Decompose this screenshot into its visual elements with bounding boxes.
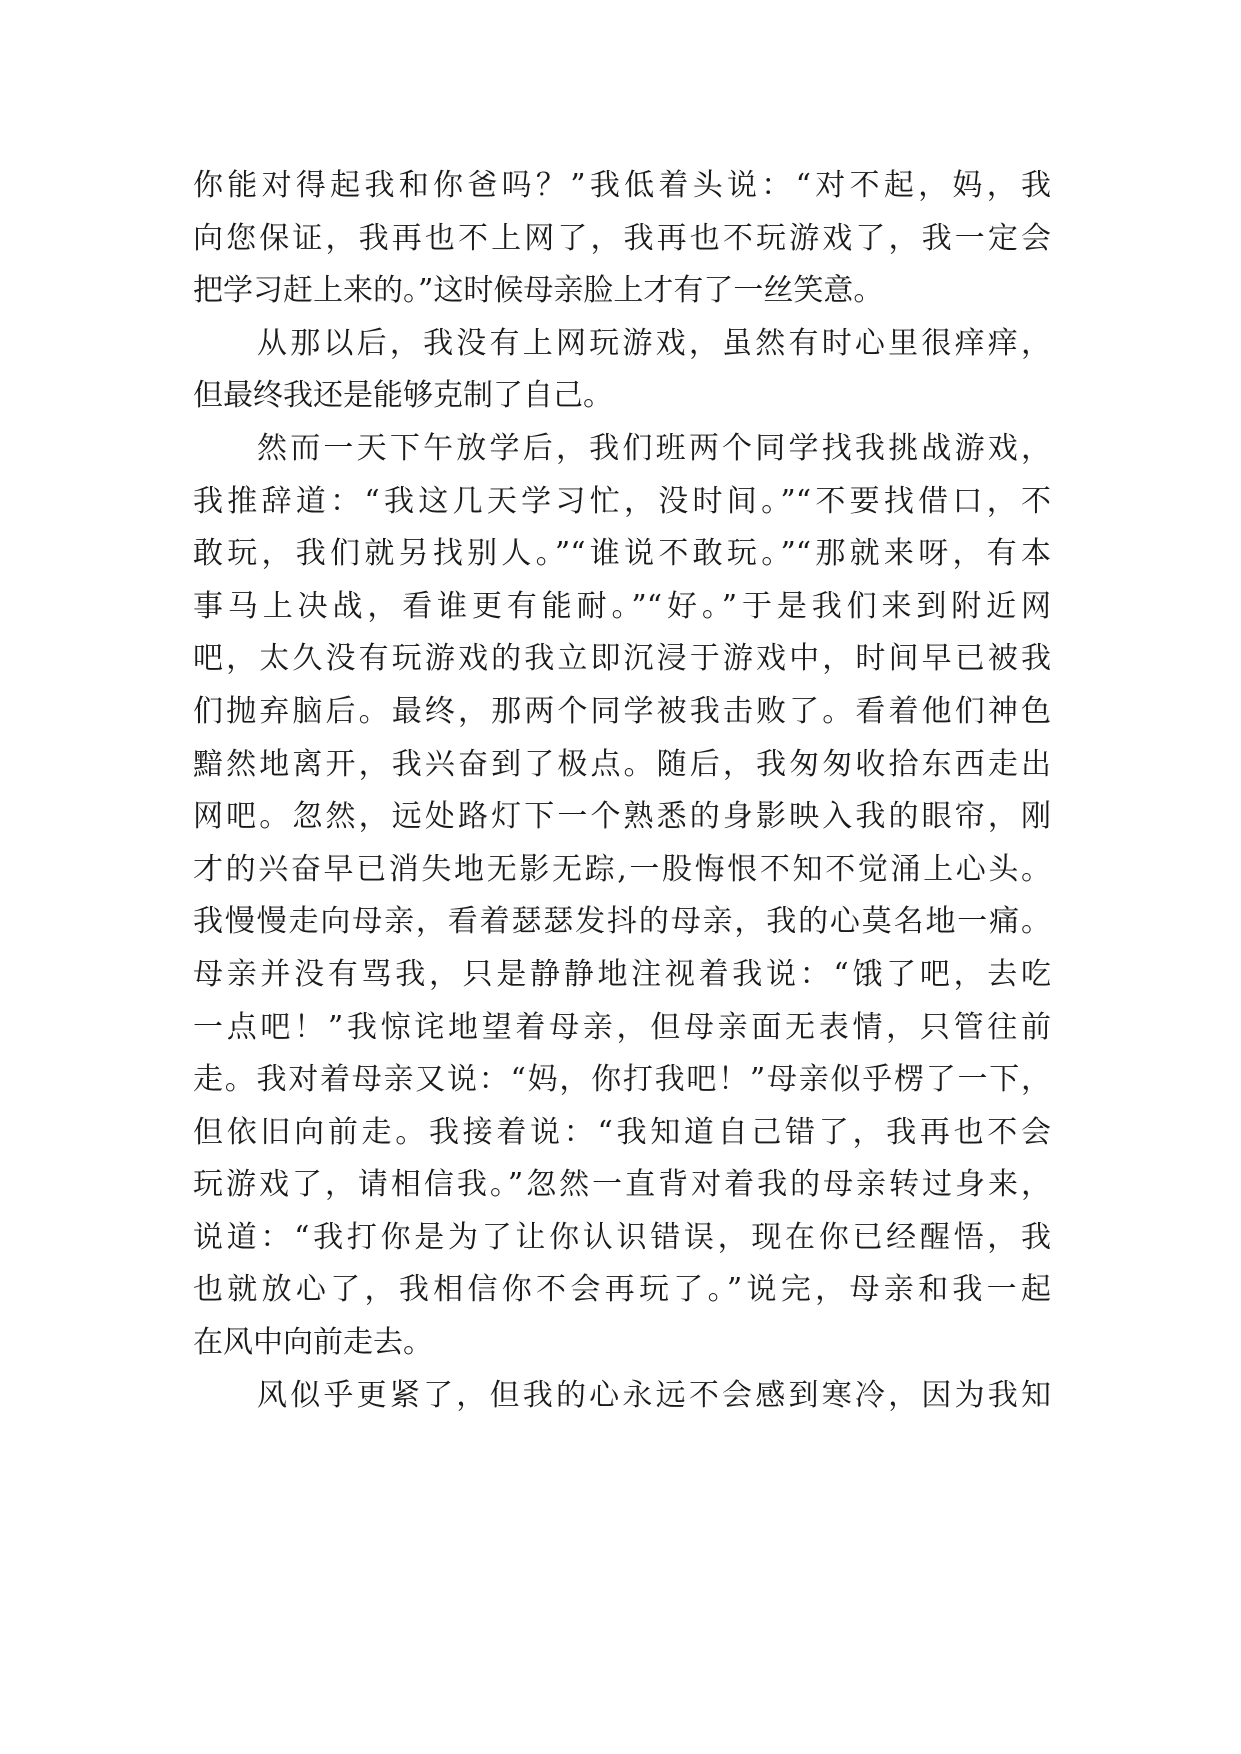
text-line: 我慢慢走向母亲，看着瑟瑟发抖的母亲，我的心莫名地一痛。 <box>193 904 1051 940</box>
text-line: 也就放心了，我相信你不会再玩了。”说完，母亲和我一起 <box>193 1272 1051 1308</box>
body-text <box>193 160 1051 1422</box>
text-line: 你能对得起我和你爸吗？”我低着头说：“对不起，妈，我 <box>193 168 1051 203</box>
text-line: 我推辞道：“我这几天学习忙，没时间。”“不要找借口，不 <box>193 483 1051 519</box>
text-line: 说道：“我打你是为了让你认识错误，现在你已经醒悟，我 <box>193 1219 1051 1255</box>
text-line: 黯然地离开，我兴奋到了极点。随后，我匆匆收拾东西走出 <box>193 746 1051 782</box>
text-line: 们抛弃脑后。最终，那两个同学被我击败了。看着他们神色 <box>193 693 1051 729</box>
text-line: 母亲并没有骂我，只是静静地注视着我说：“饿了吧，去吃 <box>193 956 1051 992</box>
text-line: 敢玩，我们就另找别人。”“谁说不敢玩。”“那就来呀，有本 <box>193 536 1051 572</box>
text-line: 一点吧！”我惊诧地望着母亲，但母亲面无表情，只管往前 <box>193 1009 1051 1045</box>
text-line: 网吧。忽然，远处路灯下一个熟悉的身影映入我的眼帘，刚 <box>193 799 1051 835</box>
text-line: 从那以后，我没有上网玩游戏，虽然有时心里很痒痒， <box>257 325 1051 361</box>
text-line: 然而一天下午放学后，我们班两个同学找我挑战游戏， <box>257 430 1051 466</box>
text-line: 把学习赶上来的。”这时候母亲脸上才有了一丝笑意。 <box>193 273 884 309</box>
text-line: 但最终我还是能够克制了自己。 <box>193 378 613 414</box>
text-line: 玩游戏了，请相信我。”忽然一直背对着我的母亲转过身来， <box>193 1167 1051 1203</box>
text-line: 走。我对着母亲又说：“妈，你打我吧！”母亲似乎楞了一下， <box>193 1062 1051 1098</box>
text-line: 在风中向前走去。 <box>193 1325 433 1361</box>
text-line: 才的兴奋早已消失地无影无踪,一股悔恨不知不觉涌上心头。 <box>193 851 1051 887</box>
text-line: 事马上决战，看谁更有能耐。”“好。”于是我们来到附近网 <box>193 588 1051 624</box>
text-line: 但依旧向前走。我接着说：“我知道自己错了，我再也不会 <box>193 1114 1051 1150</box>
text-line: 向您保证，我再也不上网了，我再也不玩游戏了，我一定会 <box>193 220 1051 256</box>
text-line: 风似乎更紧了，但我的心永远不会感到寒冷，因为我知 <box>257 1377 1051 1413</box>
text-line: 吧，太久没有玩游戏的我立即沉浸于游戏中，时间早已被我 <box>193 641 1051 677</box>
